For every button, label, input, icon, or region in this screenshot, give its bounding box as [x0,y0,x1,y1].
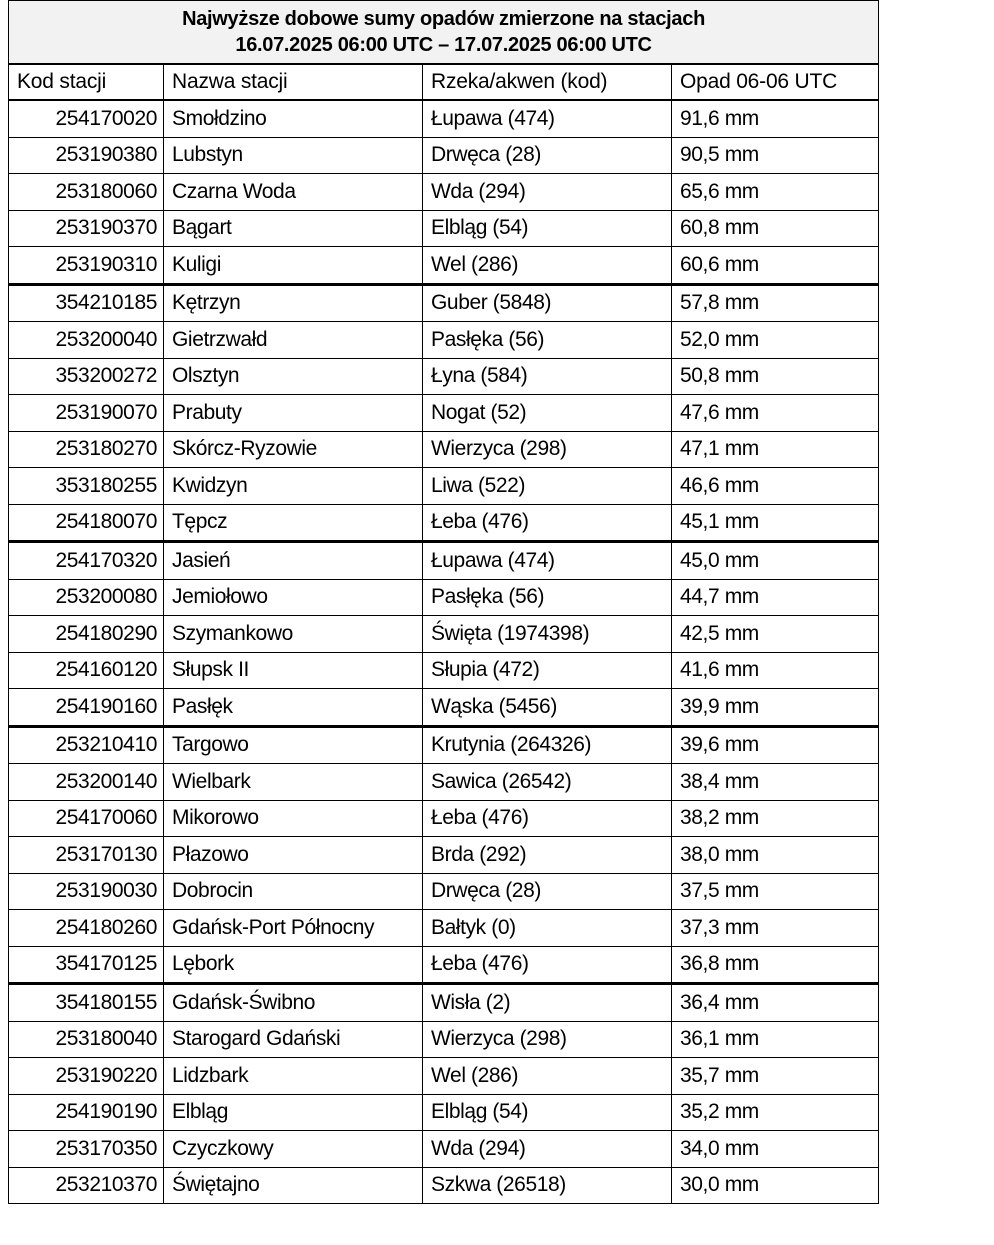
table-row [9,689,879,727]
precipitation-cell: 45,0 mm [672,542,879,580]
station-code-cell: 353200272 [9,358,164,395]
river-cell: Pasłęka (56) [423,579,672,616]
river-cell: Łupawa (474) [423,542,672,580]
river-cell: Liwa (522) [423,468,672,505]
river-cell: Łeba (476) [423,504,672,542]
river-cell: Bałtyk (0) [423,910,672,947]
station-name-cell: Kuligi [164,247,423,285]
river-cell: Wel (286) [423,1058,672,1095]
precipitation-cell: 57,8 mm [672,284,879,322]
precipitation-table [8,0,879,1204]
precipitation-cell: 39,9 mm [672,689,879,727]
station-name-cell: Wielbark [164,764,423,801]
station-code-cell: 353180255 [9,468,164,505]
station-code-cell: 254170060 [9,800,164,837]
station-name-cell: Olsztyn [164,358,423,395]
river-cell: Drwęca (28) [423,873,672,910]
river-cell: Wierzyca (298) [423,431,672,468]
precipitation-cell: 52,0 mm [672,322,879,359]
station-code-cell: 254170020 [9,100,164,137]
station-name-cell: Mikorowo [164,800,423,837]
precipitation-cell: 35,7 mm [672,1058,879,1095]
table-row [9,322,879,359]
station-code-cell: 253190220 [9,1058,164,1095]
station-code-cell: 254180290 [9,616,164,653]
precipitation-cell: 47,6 mm [672,395,879,432]
river-cell: Wda (294) [423,1131,672,1168]
station-name-cell: Lębork [164,946,423,984]
precipitation-cell: 60,6 mm [672,247,879,285]
table-row [9,1021,879,1058]
station-code-cell: 253180040 [9,1021,164,1058]
precipitation-cell: 36,1 mm [672,1021,879,1058]
station-name-cell: Tępcz [164,504,423,542]
table-row [9,800,879,837]
precipitation-cell: 36,8 mm [672,946,879,984]
river-cell: Szkwa (26518) [423,1167,672,1204]
title-line-1: Najwyższe dobowe sumy opadów zmierzone na stacjach [182,8,705,30]
precipitation-cell: 39,6 mm [672,726,879,764]
river-cell: Nogat (52) [423,395,672,432]
column-header-station-code: Kod stacji [9,64,164,100]
station-code-cell: 253210410 [9,726,164,764]
table-row [9,1167,879,1204]
precipitation-cell: 38,4 mm [672,764,879,801]
precipitation-cell: 45,1 mm [672,504,879,542]
station-code-cell: 253190370 [9,210,164,247]
river-cell: Sawica (26542) [423,764,672,801]
column-header-precipitation: Opad 06-06 UTC [672,64,879,100]
precipitation-cell: 90,5 mm [672,137,879,174]
station-name-cell: Jemiołowo [164,579,423,616]
station-name-cell: Targowo [164,726,423,764]
station-code-cell: 254160120 [9,652,164,689]
river-cell: Łupawa (474) [423,100,672,137]
station-name-cell: Gdańsk-Port Północny [164,910,423,947]
station-code-cell: 253170130 [9,837,164,874]
station-name-cell: Czarna Woda [164,174,423,211]
precipitation-cell: 47,1 mm [672,431,879,468]
table-row [9,431,879,468]
column-header-river: Rzeka/akwen (kod) [423,64,672,100]
station-code-cell: 254190160 [9,689,164,727]
precipitation-cell: 37,3 mm [672,910,879,947]
table-row [9,100,879,137]
station-name-cell: Elbląg [164,1094,423,1131]
river-cell: Wąska (5456) [423,689,672,727]
table-row [9,652,879,689]
river-cell: Drwęca (28) [423,137,672,174]
station-name-cell: Kętrzyn [164,284,423,322]
table-row [9,616,879,653]
river-cell: Brda (292) [423,837,672,874]
river-cell: Łyna (584) [423,358,672,395]
river-cell: Wda (294) [423,174,672,211]
station-code-cell: 253190070 [9,395,164,432]
table-row [9,468,879,505]
station-code-cell: 354210185 [9,284,164,322]
station-code-cell: 253180270 [9,431,164,468]
river-cell: Guber (5848) [423,284,672,322]
station-name-cell: Bągart [164,210,423,247]
station-name-cell: Świętajno [164,1167,423,1204]
precipitation-cell: 36,4 mm [672,984,879,1022]
river-cell: Elbląg (54) [423,1094,672,1131]
title-line-2: 16.07.2025 06:00 UTC – 17.07.2025 06:00 UTC [235,34,652,56]
precipitation-cell: 41,6 mm [672,652,879,689]
precipitation-cell: 35,2 mm [672,1094,879,1131]
station-code-cell: 253190030 [9,873,164,910]
table-row [9,542,879,580]
table-row [9,504,879,542]
river-cell: Wel (286) [423,247,672,285]
river-cell: Wisła (2) [423,984,672,1022]
river-cell: Wierzyca (298) [423,1021,672,1058]
river-cell: Krutynia (264326) [423,726,672,764]
river-cell: Święta (1974398) [423,616,672,653]
table-row [9,247,879,285]
station-name-cell: Jasień [164,542,423,580]
river-cell: Łeba (476) [423,946,672,984]
table-row [9,1094,879,1131]
station-code-cell: 354180155 [9,984,164,1022]
station-name-cell: Dobrocin [164,873,423,910]
river-cell: Słupia (472) [423,652,672,689]
table-row [9,358,879,395]
station-name-cell: Gietrzwałd [164,322,423,359]
station-name-cell: Prabuty [164,395,423,432]
precipitation-cell: 42,5 mm [672,616,879,653]
station-code-cell: 253190380 [9,137,164,174]
precipitation-cell: 46,6 mm [672,468,879,505]
station-name-cell: Czyczkowy [164,1131,423,1168]
station-code-cell: 253170350 [9,1131,164,1168]
table-row [9,395,879,432]
precipitation-table-container [8,0,878,1204]
precipitation-cell: 38,0 mm [672,837,879,874]
precipitation-cell: 50,8 mm [672,358,879,395]
table-row [9,174,879,211]
precipitation-cell: 91,6 mm [672,100,879,137]
table-row [9,764,879,801]
precipitation-cell: 44,7 mm [672,579,879,616]
station-name-cell: Smołdzino [164,100,423,137]
precipitation-cell: 65,6 mm [672,174,879,211]
table-row [9,284,879,322]
station-code-cell: 254180260 [9,910,164,947]
table-row [9,137,879,174]
table-row [9,726,879,764]
table-row [9,837,879,874]
station-name-cell: Słupsk II [164,652,423,689]
table-row [9,1131,879,1168]
table-title [9,1,879,65]
station-code-cell: 253200040 [9,322,164,359]
station-name-cell: Szymankowo [164,616,423,653]
river-cell: Łeba (476) [423,800,672,837]
table-row [9,910,879,947]
station-name-cell: Gdańsk-Świbno [164,984,423,1022]
station-code-cell: 254170320 [9,542,164,580]
precipitation-cell: 34,0 mm [672,1131,879,1168]
station-code-cell: 354170125 [9,946,164,984]
station-name-cell: Starogard Gdański [164,1021,423,1058]
station-code-cell: 253190310 [9,247,164,285]
table-row [9,984,879,1022]
station-code-cell: 254190190 [9,1094,164,1131]
station-name-cell: Kwidzyn [164,468,423,505]
station-code-cell: 253200080 [9,579,164,616]
table-row [9,1058,879,1095]
station-code-cell: 253200140 [9,764,164,801]
station-name-cell: Płazowo [164,837,423,874]
station-name-cell: Pasłęk [164,689,423,727]
precipitation-cell: 37,5 mm [672,873,879,910]
precipitation-cell: 38,2 mm [672,800,879,837]
precipitation-cell: 30,0 mm [672,1167,879,1204]
table-body [9,100,879,1204]
station-name-cell: Lubstyn [164,137,423,174]
table-row [9,873,879,910]
station-code-cell: 254180070 [9,504,164,542]
station-name-cell: Skórcz-Ryzowie [164,431,423,468]
station-code-cell: 253210370 [9,1167,164,1204]
river-cell: Pasłęka (56) [423,322,672,359]
river-cell: Elbląg (54) [423,210,672,247]
table-row [9,946,879,984]
column-header-station-name: Nazwa stacji [164,64,423,100]
station-code-cell: 253180060 [9,174,164,211]
table-row [9,579,879,616]
precipitation-cell: 60,8 mm [672,210,879,247]
table-row [9,210,879,247]
station-name-cell: Lidzbark [164,1058,423,1095]
